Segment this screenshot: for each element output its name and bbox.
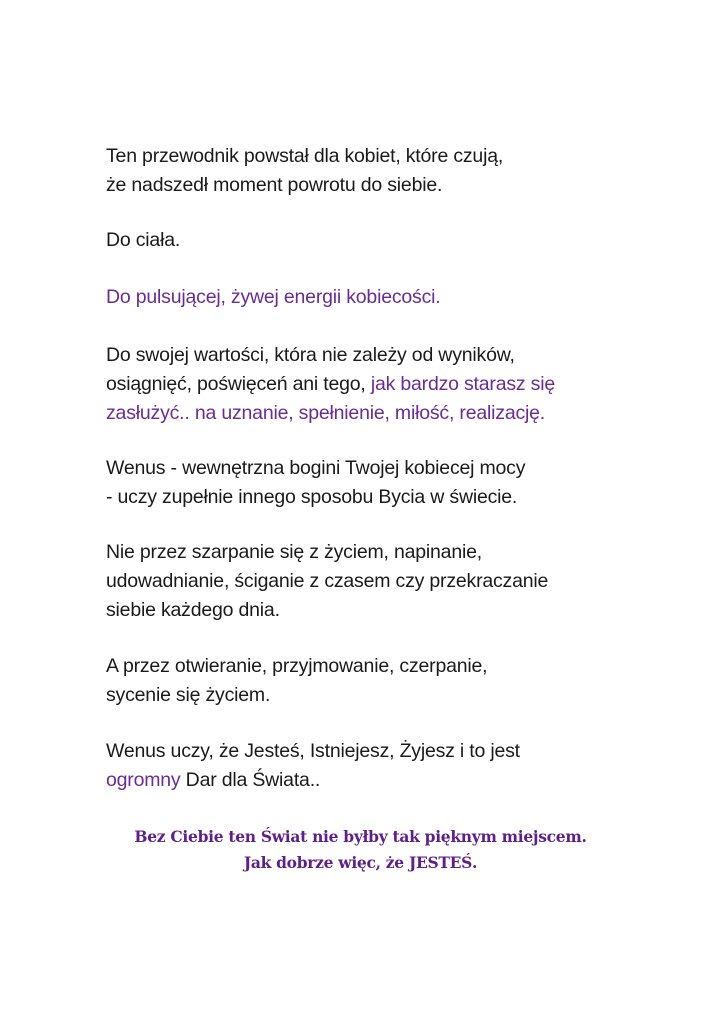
text-line [106, 370, 626, 399]
text-segment-highlight: ogromny [106, 769, 181, 791]
text-segment: Dar dla Świata.. [180, 769, 321, 791]
text-line: A przez otwieranie, przyjmowanie, czerpanie, [106, 655, 488, 677]
paragraph-venus [106, 454, 626, 512]
text-line: udowadnianie, ściganie z czasem czy przekraczanie [106, 570, 549, 592]
paragraph-gift [106, 737, 626, 795]
text-line: - uczy zupełnie innego sposobu Bycia w świecie. [106, 486, 518, 508]
text-line: siebie każdego dnia. [106, 599, 280, 621]
paragraph-worth [106, 341, 626, 428]
paragraph-but-through [106, 652, 626, 710]
paragraph-energy [106, 283, 626, 312]
closing-line: Bez Ciebie ten Świat nie byłby tak pięknym miejscem. [134, 827, 587, 846]
text-line: Wenus uczy, że Jesteś, Istniejesz, Żyjesz i to jest [106, 740, 520, 762]
paragraph-not-through [106, 538, 626, 625]
text-line: Wenus - wewnętrzna bogini Twojej kobiecej mocy [106, 457, 526, 479]
text-segment-highlight: jak bardzo starasz się [370, 373, 555, 395]
text-line-highlight: zasłużyć.. na uznanie, spełnienie, miłość, realizację. [106, 402, 546, 424]
text-line-highlight: Do pulsującej, żywej energii kobiecości. [106, 286, 441, 308]
text-line [106, 766, 626, 795]
text-line: Ten przewodnik powstał dla kobiet, które czują, [106, 145, 504, 167]
text-segment: osiągnięć, poświęceń ani tego, [106, 373, 371, 395]
closing-line: Jak dobrze więc, że JESTEŚ. [243, 853, 478, 872]
text-line: Do swojej wartości, która nie zależy od wyników, [106, 344, 515, 366]
text-line: Do ciała. [106, 229, 181, 251]
text-line: że nadszedł moment powrotu do siebie. [106, 174, 443, 196]
paragraph-intro [106, 142, 626, 200]
closing-statement [0, 824, 721, 876]
paragraph-body [106, 226, 626, 255]
text-line: sycenie się życiem. [106, 684, 271, 706]
text-line: Nie przez szarpanie się z życiem, napinanie, [106, 541, 482, 563]
